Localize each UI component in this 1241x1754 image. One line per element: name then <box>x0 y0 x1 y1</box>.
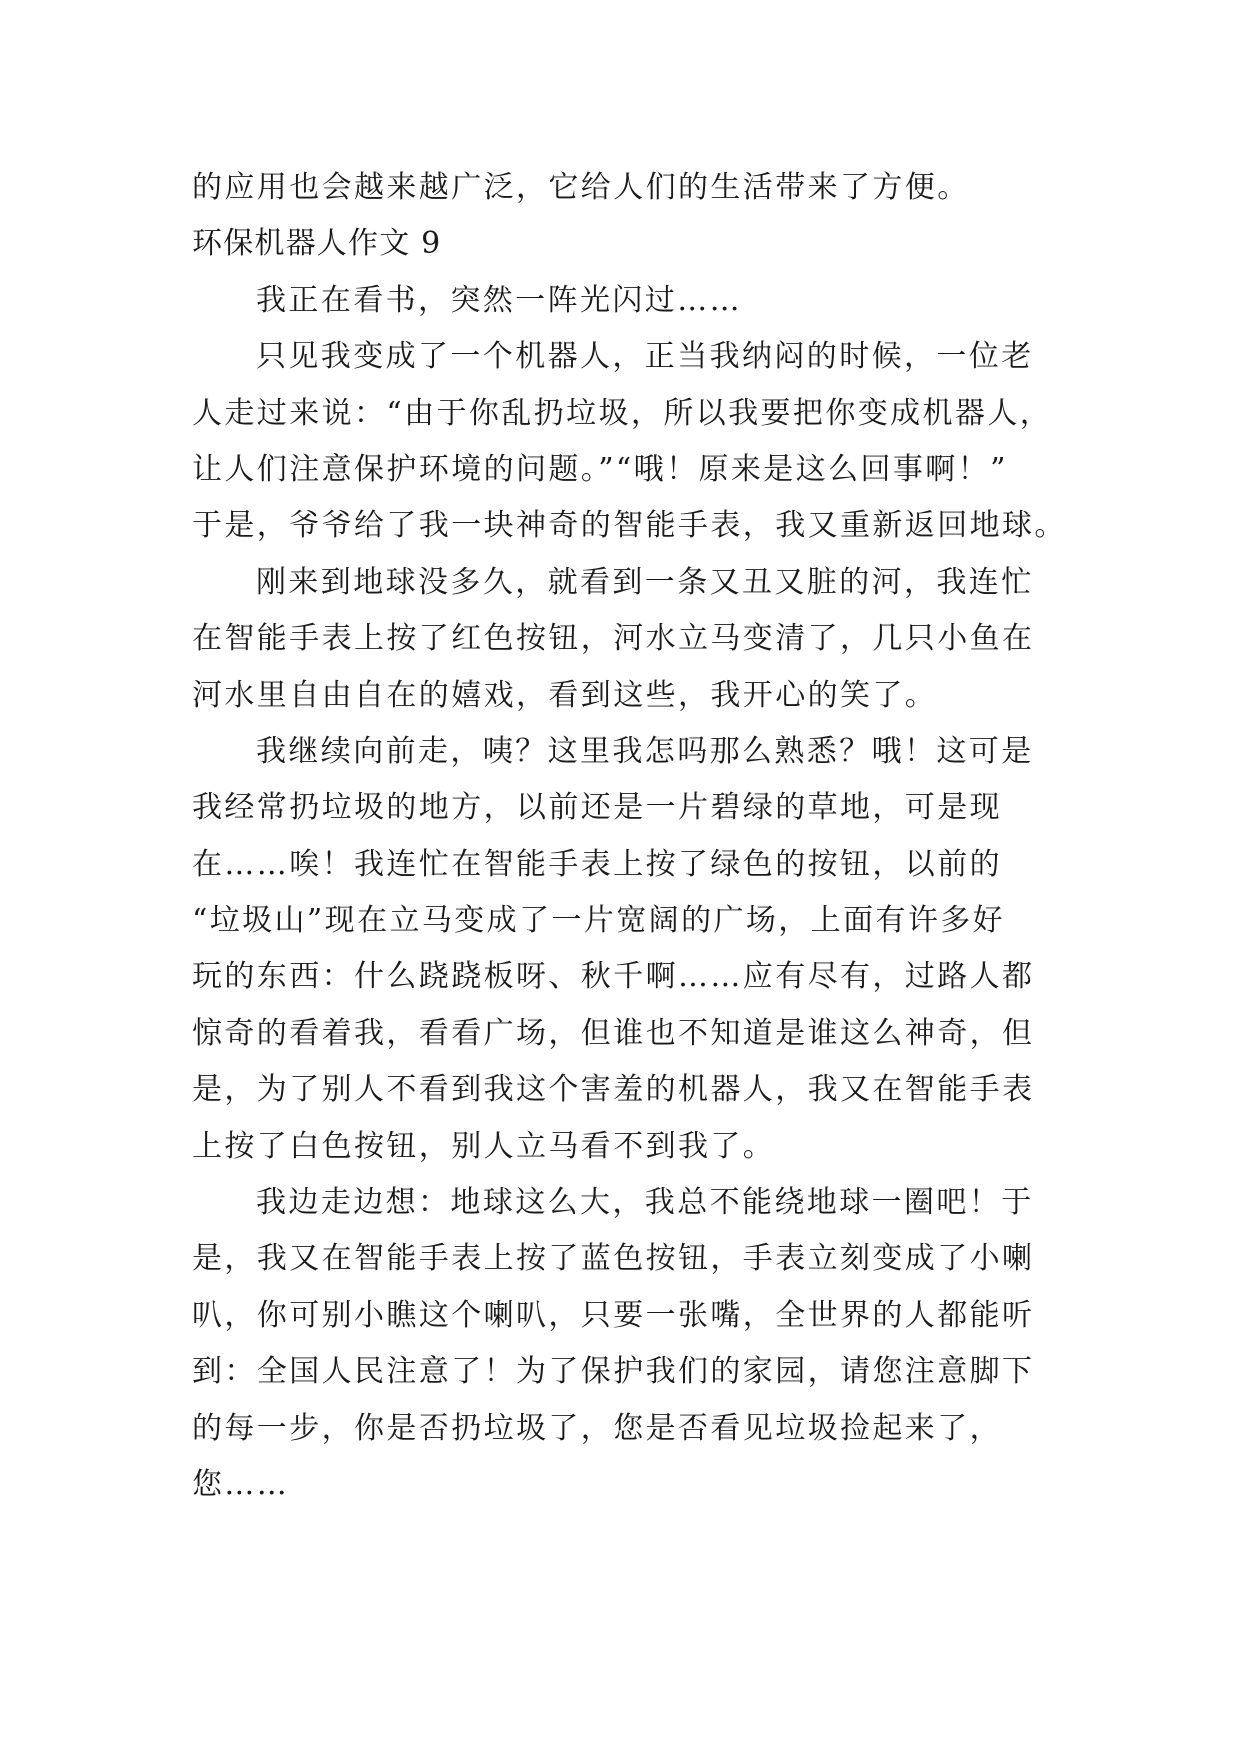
text-line: 人走过来说：“由于你乱扔垃圾，所以我要把你变成机器人， <box>192 395 1053 431</box>
text-line: “垃圾山”现在立马变成了一片宽阔的广场，上面有许多好 <box>192 903 1006 939</box>
text-line: 在……唉！我连忙在智能手表上按了绿色的按钮，以前的 <box>192 846 1002 882</box>
paragraph-start-line: 我正在看书，突然一阵光闪过…… <box>256 282 742 318</box>
text-line: 玩的东西：什么跷跷板呀、秋千啊……应有尽有，过路人都 <box>192 959 1035 995</box>
text-line: 惊奇的看着我，看看广场，但谁也不知道是谁这么神奇，但 <box>192 1015 1035 1051</box>
text-line: 上按了白色按钮，别人立马看不到我了。 <box>192 1128 776 1164</box>
paragraph-start-line: 我继续向前走，咦？这里我怎吗那么熟悉？哦！这可是 <box>256 733 1034 769</box>
text-line: 您…… <box>192 1466 290 1502</box>
document-page <box>192 160 1067 1513</box>
text-line: 是，我又在智能手表上按了蓝色按钮，手表立刻变成了小喇 <box>192 1241 1035 1277</box>
section-heading: 环保机器人作文 9 <box>192 226 442 262</box>
text-line: 于是，爷爷给了我一块神奇的智能手表，我又重新返回地球。 <box>192 508 1067 544</box>
text-line: 的应用也会越来越广泛，它给人们的生活带来了方便。 <box>192 170 970 205</box>
text-line: 河水里自由自在的嬉戏，看到这些，我开心的笑了。 <box>192 677 938 713</box>
text-line: 在智能手表上按了红色按钮，河水立马变清了，几只小鱼在 <box>192 621 1035 657</box>
paragraph-start-line: 刚来到地球没多久，就看到一条又丑又脏的河，我连忙 <box>256 564 1034 600</box>
text-line: 叭，你可别小瞧这个喇叭，只要一张嘴，全世界的人都能听 <box>192 1297 1035 1333</box>
text-line: 到：全国人民注意了！为了保护我们的家园，请您注意脚下 <box>192 1354 1035 1390</box>
text-line: 让人们注意保护环境的问题。”“哦！原来是这么回事啊！” <box>192 451 1008 487</box>
text-line: 的每一步，你是否扔垃圾了，您是否看见垃圾捡起来了， <box>192 1410 1002 1446</box>
paragraph-start-line: 我边走边想：地球这么大，我总不能绕地球一圈吧！于 <box>256 1185 1034 1221</box>
text-line: 是，为了别人不看到我这个害羞的机器人，我又在智能手表 <box>192 1072 1035 1108</box>
paragraph-start-line: 只见我变成了一个机器人，正当我纳闷的时候，一位老 <box>256 339 1034 375</box>
text-line: 我经常扔垃圾的地方，以前还是一片碧绿的草地，可是现 <box>192 790 1002 826</box>
